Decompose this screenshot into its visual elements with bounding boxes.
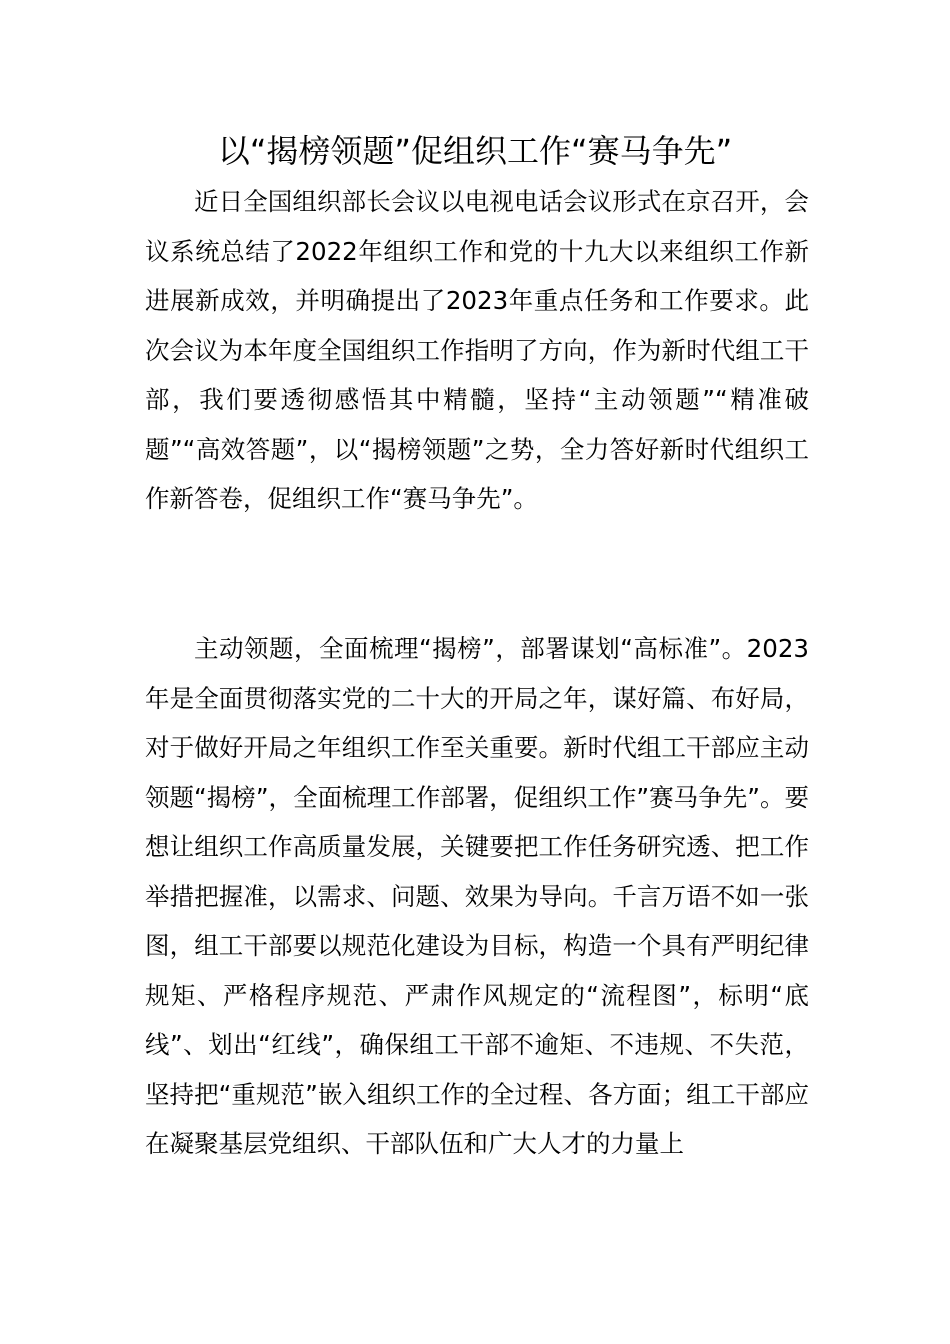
paragraph-proactive-topic: 主动领题，全面梳理“揭榜”，部署谋划“高标准”。2023年是全面贯彻落实党的二十大的开局之年，谋好篇、布好局，对于做好开局之年组织工作至关重要。新时代组工干部应主动领题“揭榜”，全面梳理工作部署，促组织工作”赛马争先”。要想让组织工作高质量发展，关键要把工作任务研究透、把工作举措把握准，以需求、问题、效果为导向。千言万语不如一张图，组工干部要以规范化建设为目标，构造一个具有严明纪律规矩、严格程序规范、严肃作风规定的“流程图”，标明“底线”、划出“红线”，确保组工干部不逾矩、不违规、不失范，坚持把“重规范”嵌入组织工作的全过程、各方面；组工干部应在凝聚基层党组织、干部队伍和广大人才的力量上 (145, 634, 809, 1158)
document-title: 以“揭榜领题”促组织工作“赛马争先” (217, 132, 733, 170)
paragraph-intro: 近日全国组织部长会议以电视电话会议形式在京召开，会议系统总结了2022年组织工作和党的十九大以来组织工作新进展新成效，并明确提出了2023年重点任务和工作要求。此次会议为本年度全国组织工作指明了方向，作为新时代组工干部，我们要透彻感悟其中精髓，坚持“主动领题”“精准破题”“高效答题”，以“揭榜领题”之势，全力答好新时代组织工作新答卷，促组织工作“赛马争先”。 (145, 187, 809, 513)
